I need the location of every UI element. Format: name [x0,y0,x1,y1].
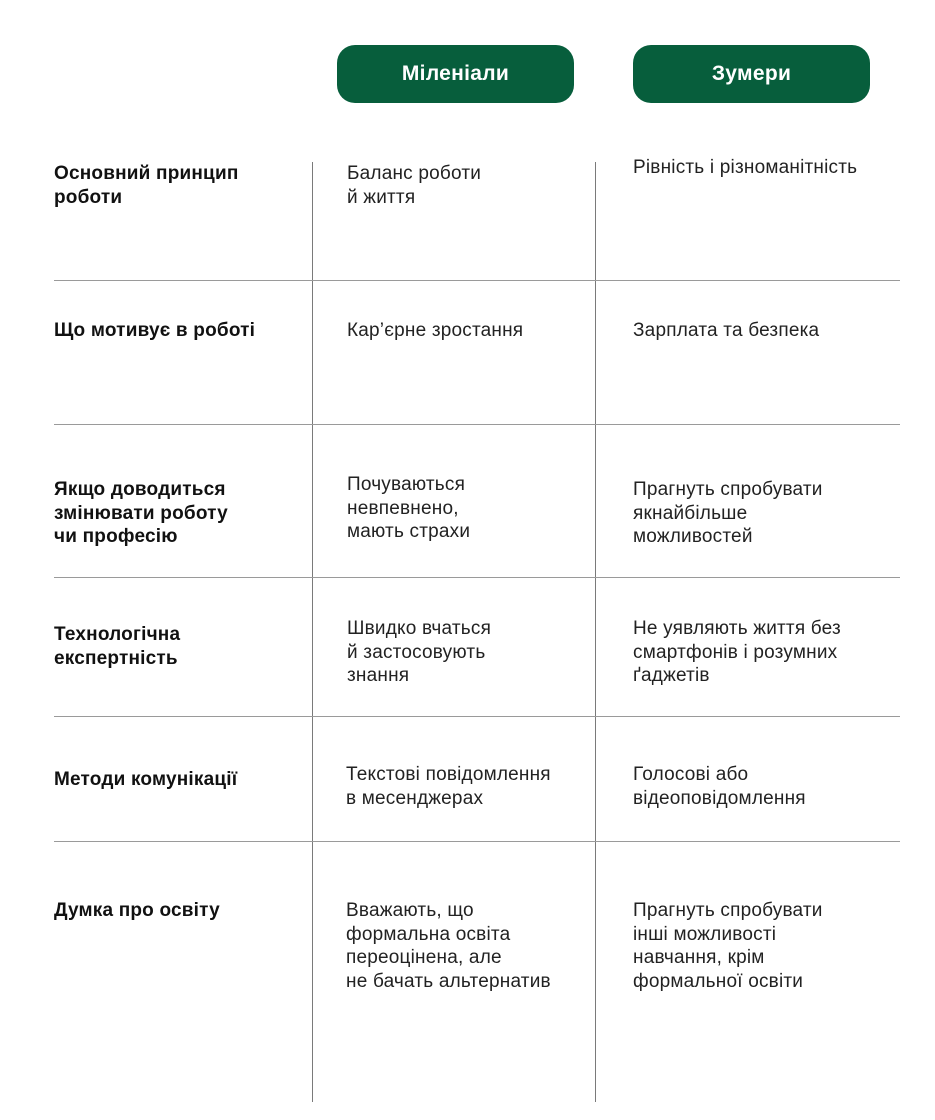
row-label-communication: Методи комунікації [54,769,238,790]
column-header-zoomers: Зумери [633,45,870,103]
cell-zoomers-motivation: Зарплата та безпека [633,320,820,341]
cell-millennials-job-change: Почуваються невпевнено, мають страхи [347,474,471,542]
row-label-tech-expertise: Технологічна експертність [54,624,181,669]
cell-millennials-communication: Текстові повідомлення в месенджерах [346,764,551,809]
cell-millennials-motivation: Кар’єрне зростання [347,320,524,341]
cell-millennials-work-principle: Баланс роботи й життя [347,163,482,208]
cell-zoomers-work-principle: Рівність і різноманітність [633,157,858,178]
cell-millennials-education: Вважають, що формальна освіта переоцінена, але не бачать альтернатив [346,900,551,992]
row-divider-1 [54,280,900,281]
row-divider-2 [54,424,900,425]
cell-zoomers-job-change: Прагнуть спробувати якнайбільше можливостей [633,479,823,547]
cell-zoomers-education: Прагнуть спробувати інші можливості навчання, крім формальної освіти [633,900,823,992]
row-divider-5 [54,841,900,842]
row-divider-3 [54,577,900,578]
row-label-work-principle: Основний принцип роботи [54,163,239,208]
cell-zoomers-tech-expertise: Не уявляють життя без смартфонів і розумних ґаджетів [633,618,841,686]
column-divider-1 [312,162,313,1102]
column-header-millennials: Міленіали [337,45,574,103]
cell-millennials-tech-expertise: Швидко вчаться й застосовують знання [347,618,492,686]
row-label-education: Думка про освіту [54,900,220,921]
row-label-motivation: Що мотивує в роботі [54,320,256,341]
cell-zoomers-communication: Голосові або відеоповідомлення [633,764,806,809]
row-divider-4 [54,716,900,717]
row-label-job-change: Якщо доводиться змінювати роботу чи професію [54,479,228,547]
